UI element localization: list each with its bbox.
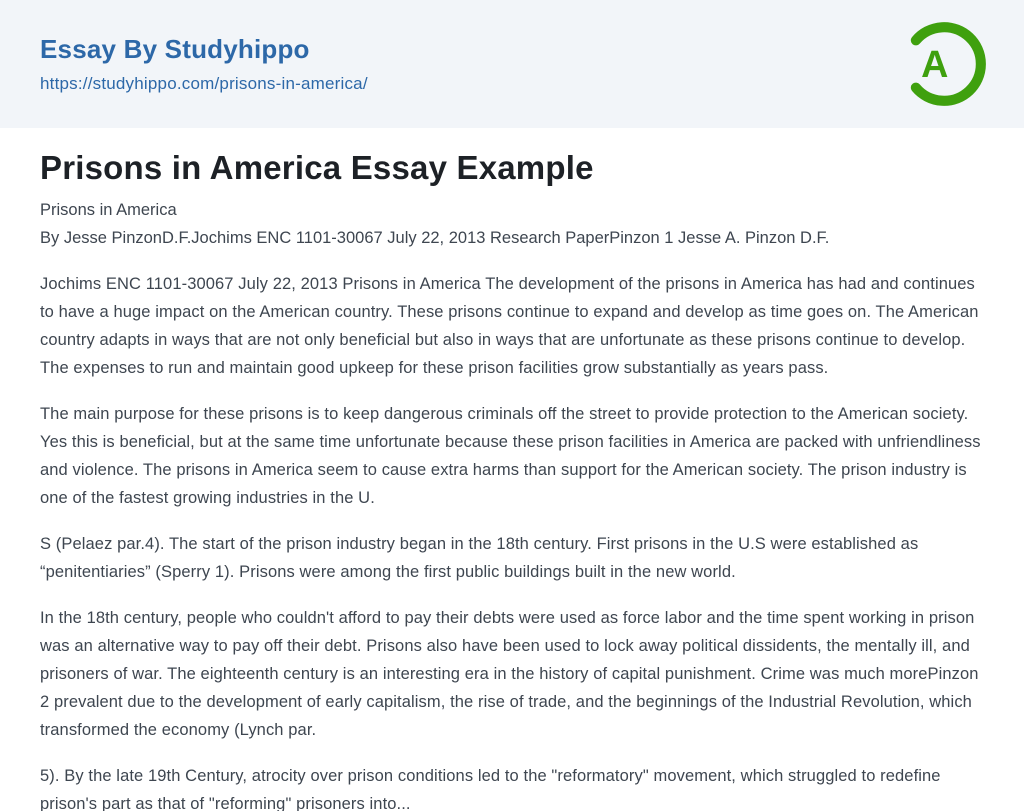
article-subtitle: Prisons in America [40,200,177,219]
paragraph: In the 18th century, people who couldn't afford to pay their debts were used as force labor and the time spent working in prison was an alternative way to pay off their debt. Prisons also have been used to lock away political dissidents, the mentally ill, and prisoners of war. The eighteenth century is an interesting era in the history of capital punishment. Crime was much morePinzon 2 prevalent due to the development of early capitalism, the rise of trade, and the beginnings of the Industrial Revolution, which transformed the economy (Lynch par. [40,608,979,739]
paragraph: The main purpose for these prisons is to keep dangerous criminals off the street to provide protection to the American society. Yes this is beneficial, but at the same time unfortunate because these prison facilities in America are packed with unfriendliness and violence. The prisons in America seem to cause extra harms than support for the American society. The prison industry is one of the fastest growing industries in the U. [40,404,981,507]
article-byline: By Jesse PinzonD.F.Jochims ENC 1101-30067 July 22, 2013 Research PaperPinzon 1 Jesse A. Pinzon D.F. [40,228,830,247]
paragraph: S (Pelaez par.4). The start of the prison industry began in the 18th century. First prisons in the U.S were established as “penitentiaries” (Sperry 1). Prisons were among the first public buildings built in the new world. [40,534,919,581]
source-url: https://studyhippo.com/prisons-in-america/ [40,74,368,94]
logo-letter: A [921,42,949,85]
article-meta [40,196,986,252]
site-name: Essay By Studyhippo [40,33,310,64]
studyhippo-logo-icon [898,16,990,112]
paragraph: Jochims ENC 1101-30067 July 22, 2013 Prisons in America The development of the prisons in America has had and continues to have a huge impact on the American country. These prisons continue to expand and develop as time goes on. The American country adapts in ways that are not only beneficial but also in ways that are unfortunate as these prisons continue to develop. The expenses to run and maintain good upkeep for these prison facilities grow substantially as years pass. [40,274,979,377]
header-text-block [40,34,368,94]
article [0,128,1024,811]
paragraph: 5). By the late 19th Century, atrocity over prison conditions led to the "reformatory" movement, which struggled to redefine prison's part as that of "reforming" prisoners into... [40,766,941,811]
page-title: Prisons in America Essay Example [40,149,594,186]
article-body [40,270,986,811]
site-header [0,0,1024,128]
